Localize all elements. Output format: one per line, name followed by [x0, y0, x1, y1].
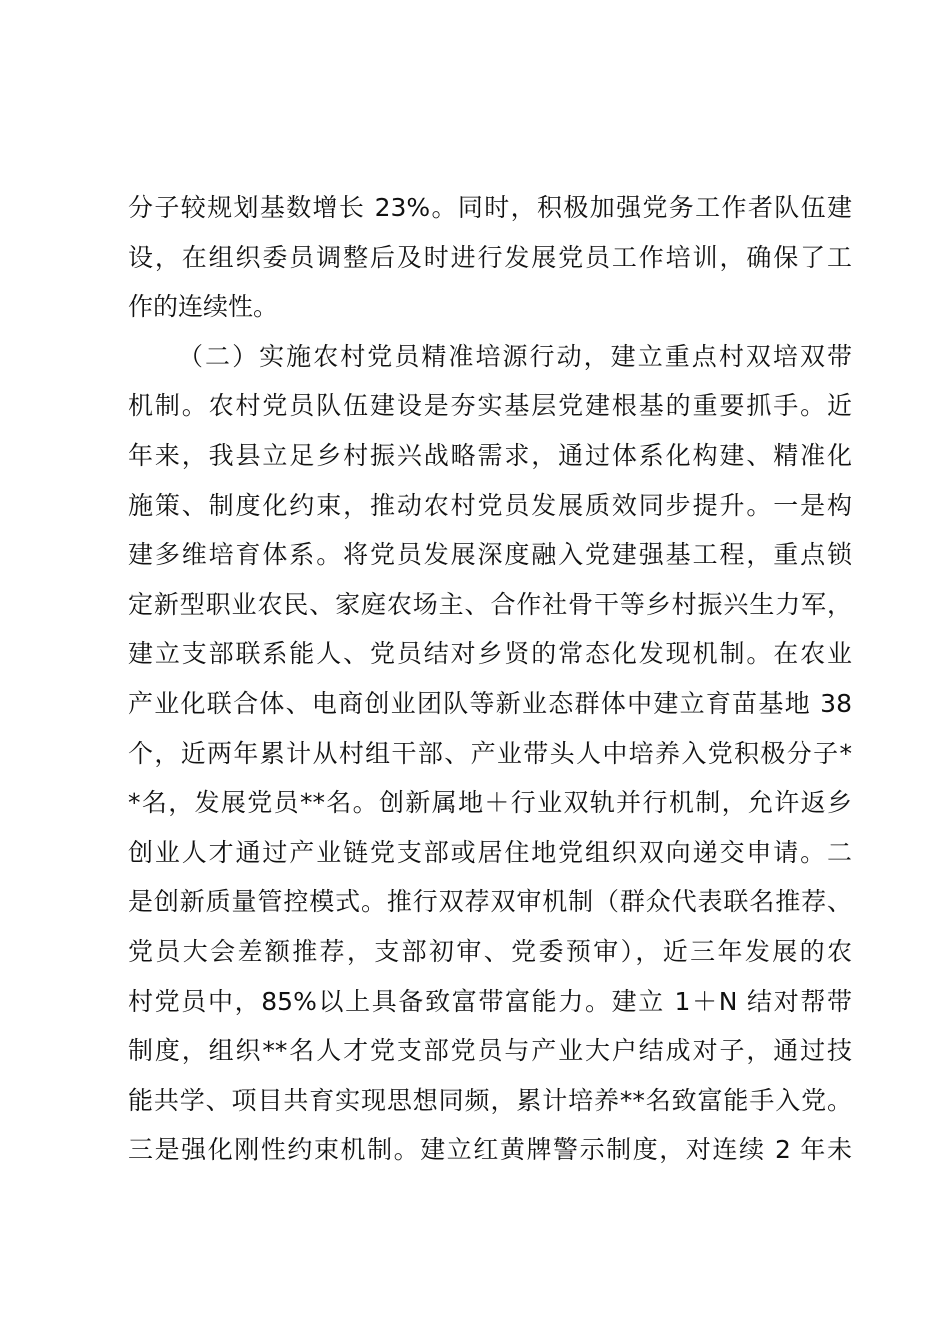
text-line: 制度，组织**名人才党支部党员与产业大户结成对子，通过技	[128, 1036, 852, 1066]
section-heading-line: （二）实施农村党员精准培源行动，建立重点村双培双带	[178, 341, 852, 371]
text-line: 定新型职业农民、家庭农场主、合作社骨干等乡村振兴生力军，	[128, 589, 852, 619]
text-line: 作的连续性。	[128, 292, 279, 322]
text-line: 年来，我县立足乡村振兴战略需求，通过体系化构建、精准化	[128, 440, 852, 470]
text-line: 能共学、项目共育实现思想同频，累计培养**名致富能手入党。	[128, 1085, 852, 1115]
text-line: 机制。农村党员队伍建设是夯实基层党建根基的重要抓手。近	[128, 391, 852, 421]
text-line: 个，近两年累计从村组干部、产业带头人中培养入党积极分子*	[128, 738, 852, 768]
text-line: 分子较规划基数增长 23%。同时，积极加强党务工作者队伍建	[128, 193, 852, 222]
text-line: 创业人才通过产业链党支部或居住地党组织双向递交申请。二	[128, 837, 852, 867]
text-line: 三是强化刚性约束机制。建立红黄牌警示制度，对连续 2 年未	[128, 1135, 852, 1165]
text-line: 是创新质量管控模式。推行双荐双审机制（群众代表联名推荐、	[128, 887, 852, 917]
text-line: 设，在组织委员调整后及时进行发展党员工作培训，确保了工	[128, 242, 852, 272]
text-line: 建立支部联系能人、党员结对乡贤的常态化发现机制。在农业	[128, 639, 852, 669]
text-line: 产业化联合体、电商创业团队等新业态群体中建立育苗基地 38	[128, 688, 852, 718]
text-line: 村党员中，85%以上具备致富带富能力。建立 1＋N 结对帮带	[128, 986, 852, 1016]
text-line: 施策、制度化约束，推动农村党员发展质效同步提升。一是构	[128, 490, 852, 520]
text-line: 党员大会差额推荐，支部初审、党委预审），近三年发展的农	[128, 936, 852, 966]
body-text	[128, 183, 852, 1175]
text-line: 建多维培育体系。将党员发展深度融入党建强基工程，重点锁	[128, 540, 852, 570]
text-line: *名，发展党员**名。创新属地＋行业双轨并行机制，允许返乡	[128, 788, 852, 818]
